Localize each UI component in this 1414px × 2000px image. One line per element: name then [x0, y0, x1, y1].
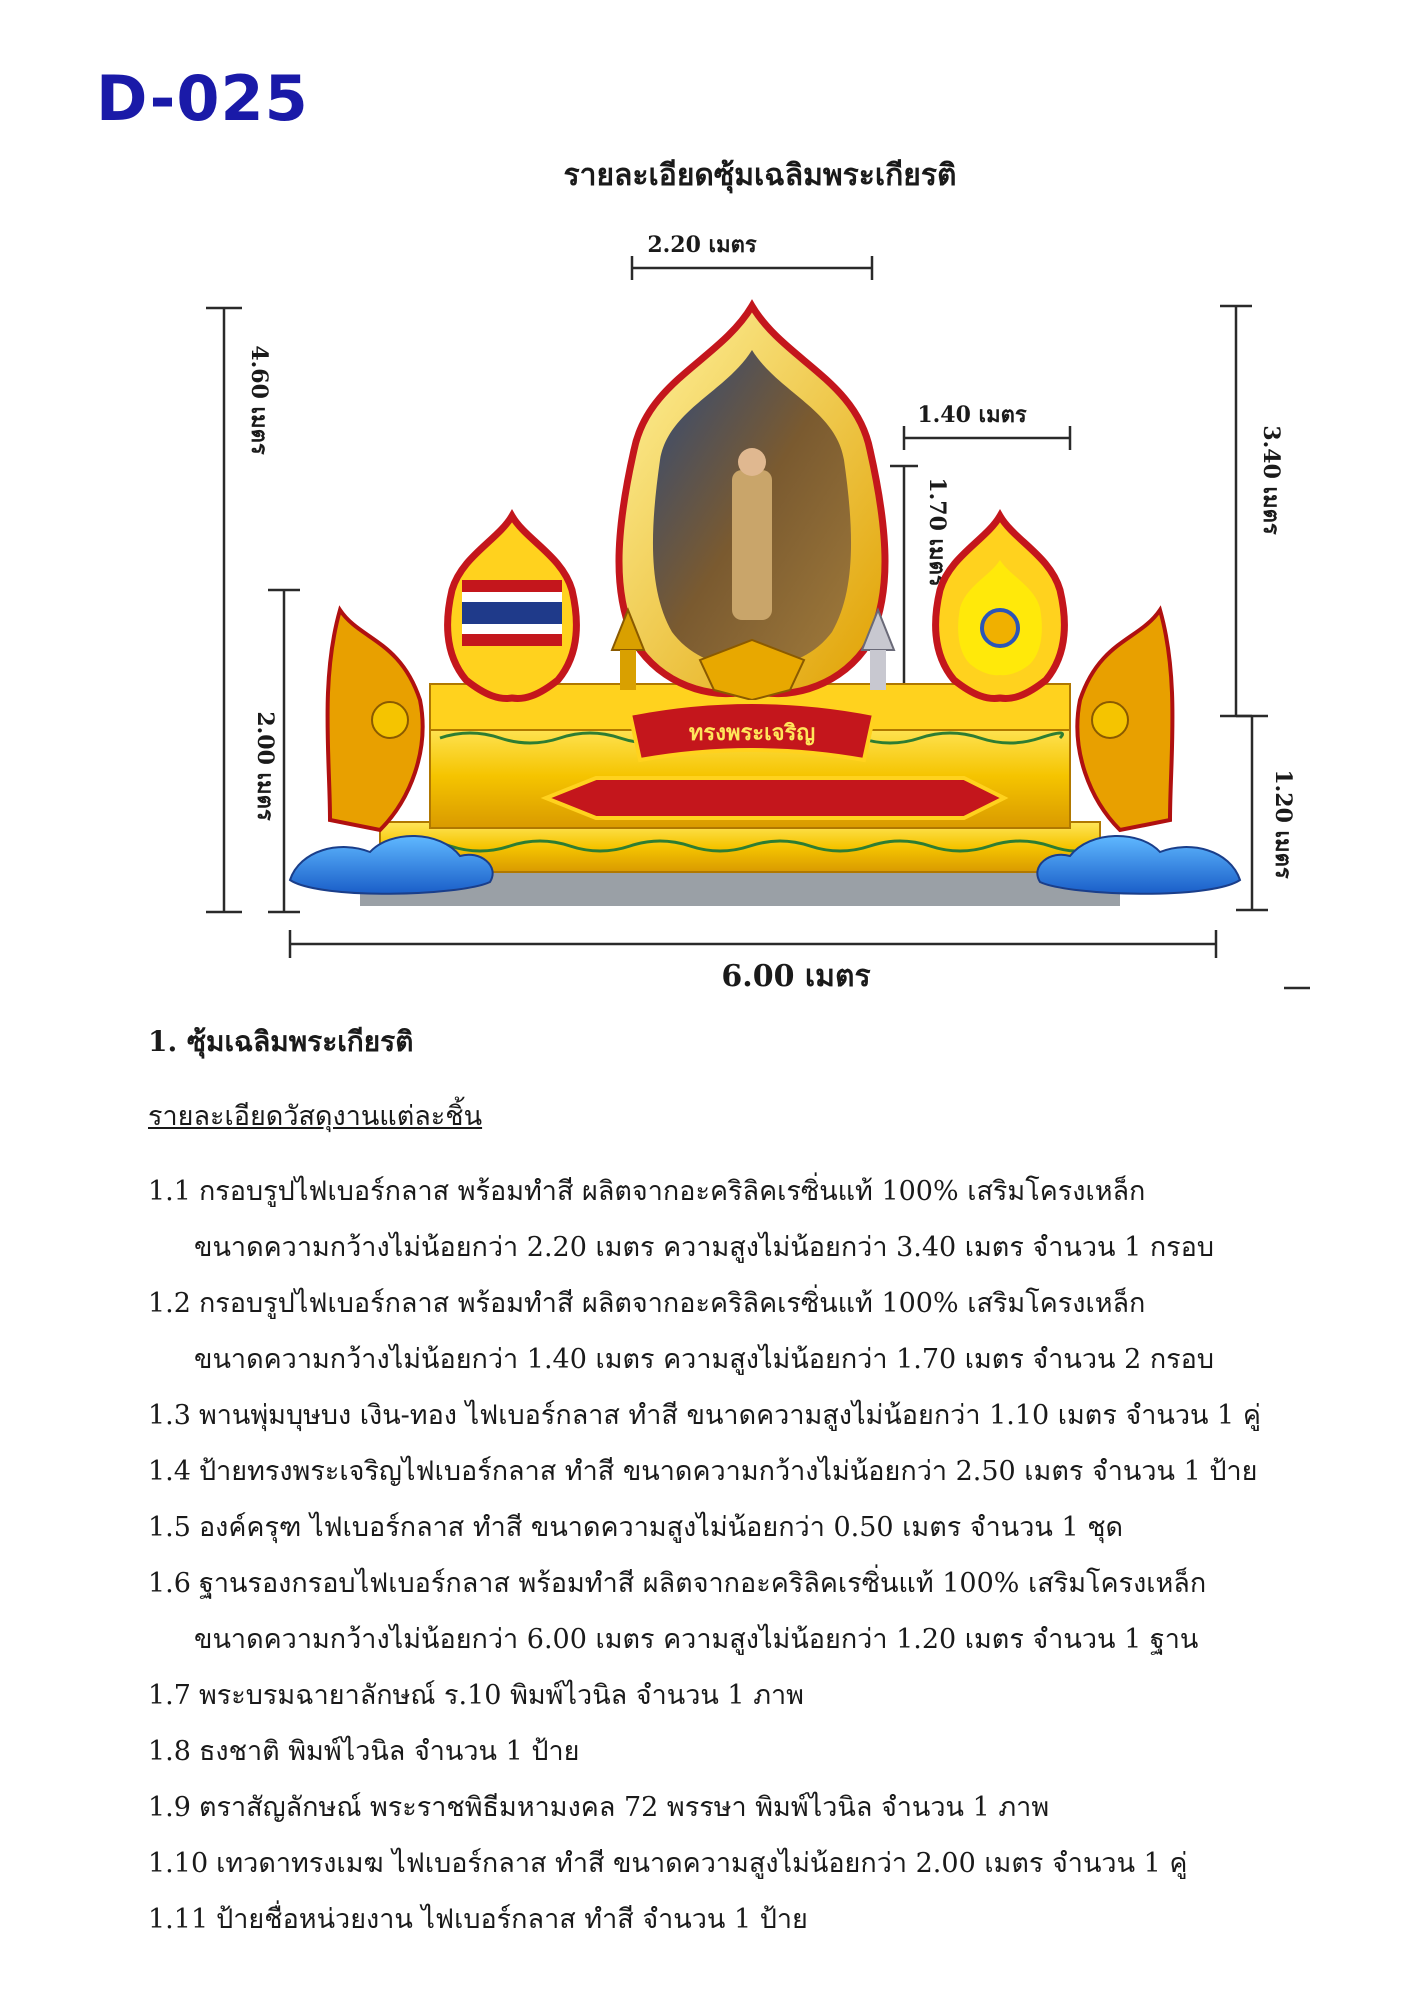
item-number: 1.5	[148, 1512, 191, 1543]
item-number: 1.6	[148, 1568, 191, 1599]
item-number: 1.10	[148, 1848, 209, 1879]
item-text: เทวดาทรงเมฆ ไฟเบอร์กลาส ทำสี ขนาดความสูงไม่น้อยกว่า 2.00 เมตร จำนวน 1 คู่	[216, 1848, 1188, 1879]
item-continuation: ขนาดความกว้างไม่น้อยกว่า 1.40 เมตร ความสูงไม่น้อยกว่า 1.70 เมตร จำนวน 2 กรอบ	[194, 1344, 1215, 1375]
item-text: กรอบรูปไฟเบอร์กลาส พร้อมทำสี ผลิตจากอะคริลิคเรซิ่นแท้ 100% เสริมโครงเหล็ก	[198, 1288, 1146, 1319]
item-continuation: ขนาดความกว้างไม่น้อยกว่า 6.00 เมตร ความสูงไม่น้อยกว่า 1.20 เมตร จำนวน 1 ฐาน	[194, 1624, 1199, 1655]
material-item	[148, 1276, 1308, 1388]
material-item	[148, 1164, 1308, 1276]
materials-subtitle: รายละเอียดวัสดุงานแต่ละชิ้น	[148, 1101, 483, 1132]
portrait-figure	[732, 470, 772, 620]
item-text: ฐานรองกรอบไฟเบอร์กลาส พร้อมทำสี ผลิตจากอะคริลิคเรซิ่นแท้ 100% เสริมโครงเหล็ก	[198, 1568, 1207, 1599]
item-number: 1.7	[148, 1680, 191, 1711]
item-number: 1.9	[148, 1792, 191, 1823]
dim-base-height-right: 1.20 เมตร	[1270, 769, 1296, 879]
dim-total-height: 4.60 เมตร	[246, 345, 272, 455]
item-number: 1.11	[148, 1904, 209, 1935]
dim-frame-width: 1.40 เมตร	[917, 402, 1027, 428]
thai-flag-image	[462, 580, 562, 646]
plaque-text: ทรงพระเจริญ	[688, 720, 816, 746]
item-number: 1.3	[148, 1400, 191, 1431]
item-number: 1.1	[148, 1176, 191, 1207]
royal-emblem	[982, 610, 1018, 646]
dim-frame-height: 1.70 เมตร	[924, 477, 950, 587]
material-item	[148, 1836, 1308, 1892]
material-item	[148, 1556, 1308, 1668]
item-number: 1.8	[148, 1736, 191, 1767]
material-item	[148, 1500, 1308, 1556]
document-title: รายละเอียดซุ้มเฉลิมพระเกียรติ	[563, 158, 957, 193]
material-item	[148, 1892, 1308, 1948]
dim-total-width: 6.00 เมตร	[721, 959, 871, 994]
dim-top-width: 2.20 เมตร	[647, 232, 757, 258]
item-text: ป้ายทรงพระเจริญไฟเบอร์กลาส ทำสี ขนาดความกว้างไม่น้อยกว่า 2.50 เมตร จำนวน 1 ป้าย	[198, 1456, 1258, 1487]
dim-base-height-left: 2.00 เมตร	[252, 711, 278, 821]
material-item	[148, 1668, 1308, 1724]
item-continuation: ขนาดความกว้างไม่น้อยกว่า 2.20 เมตร ความสูงไม่น้อยกว่า 3.40 เมตร จำนวน 1 กรอบ	[194, 1232, 1215, 1263]
item-text: พานพุ่มบุษบง เงิน-ทอง ไฟเบอร์กลาส ทำสี ขนาดความสูงไม่น้อยกว่า 1.10 เมตร จำนวน 1 คู่	[198, 1400, 1261, 1431]
item-text: ธงชาติ พิมพ์ไวนิล จำนวน 1 ป้าย	[198, 1736, 580, 1767]
item-text: องค์ครุฑ ไฟเบอร์กลาส ทำสี ขนาดความสูงไม่น้อยกว่า 0.50 เมตร จำนวน 1 ชุด	[198, 1512, 1124, 1543]
material-item	[148, 1780, 1308, 1836]
arch-illustration	[290, 306, 1240, 906]
materials-list	[148, 1164, 1308, 1948]
document-code: D-025	[96, 62, 309, 135]
item-text: พระบรมฉายาลักษณ์ ร.10 พิมพ์ไวนิล จำนวน 1 ภาพ	[198, 1680, 804, 1711]
item-number: 1.4	[148, 1456, 191, 1487]
section-title: 1. ซุ้มเฉลิมพระเกียรติ	[148, 1025, 414, 1058]
material-item	[148, 1724, 1308, 1780]
item-number: 1.2	[148, 1288, 191, 1319]
material-item	[148, 1388, 1308, 1444]
item-text: ตราสัญลักษณ์ พระราชพิธีมหามงคล 72 พรรษา พิมพ์ไวนิล จำนวน 1 ภาพ	[198, 1792, 1050, 1823]
item-text: ป้ายชื่อหน่วยงาน ไฟเบอร์กลาส ทำสี จำนวน 1 ป้าย	[216, 1904, 808, 1935]
dim-center-height: 3.40 เมตร	[1258, 425, 1284, 535]
material-item	[148, 1444, 1308, 1500]
red-center-panel	[546, 778, 1004, 818]
item-text: กรอบรูปไฟเบอร์กลาส พร้อมทำสี ผลิตจากอะคริลิคเรซิ่นแท้ 100% เสริมโครงเหล็ก	[198, 1176, 1146, 1207]
portrait-head	[738, 448, 766, 476]
